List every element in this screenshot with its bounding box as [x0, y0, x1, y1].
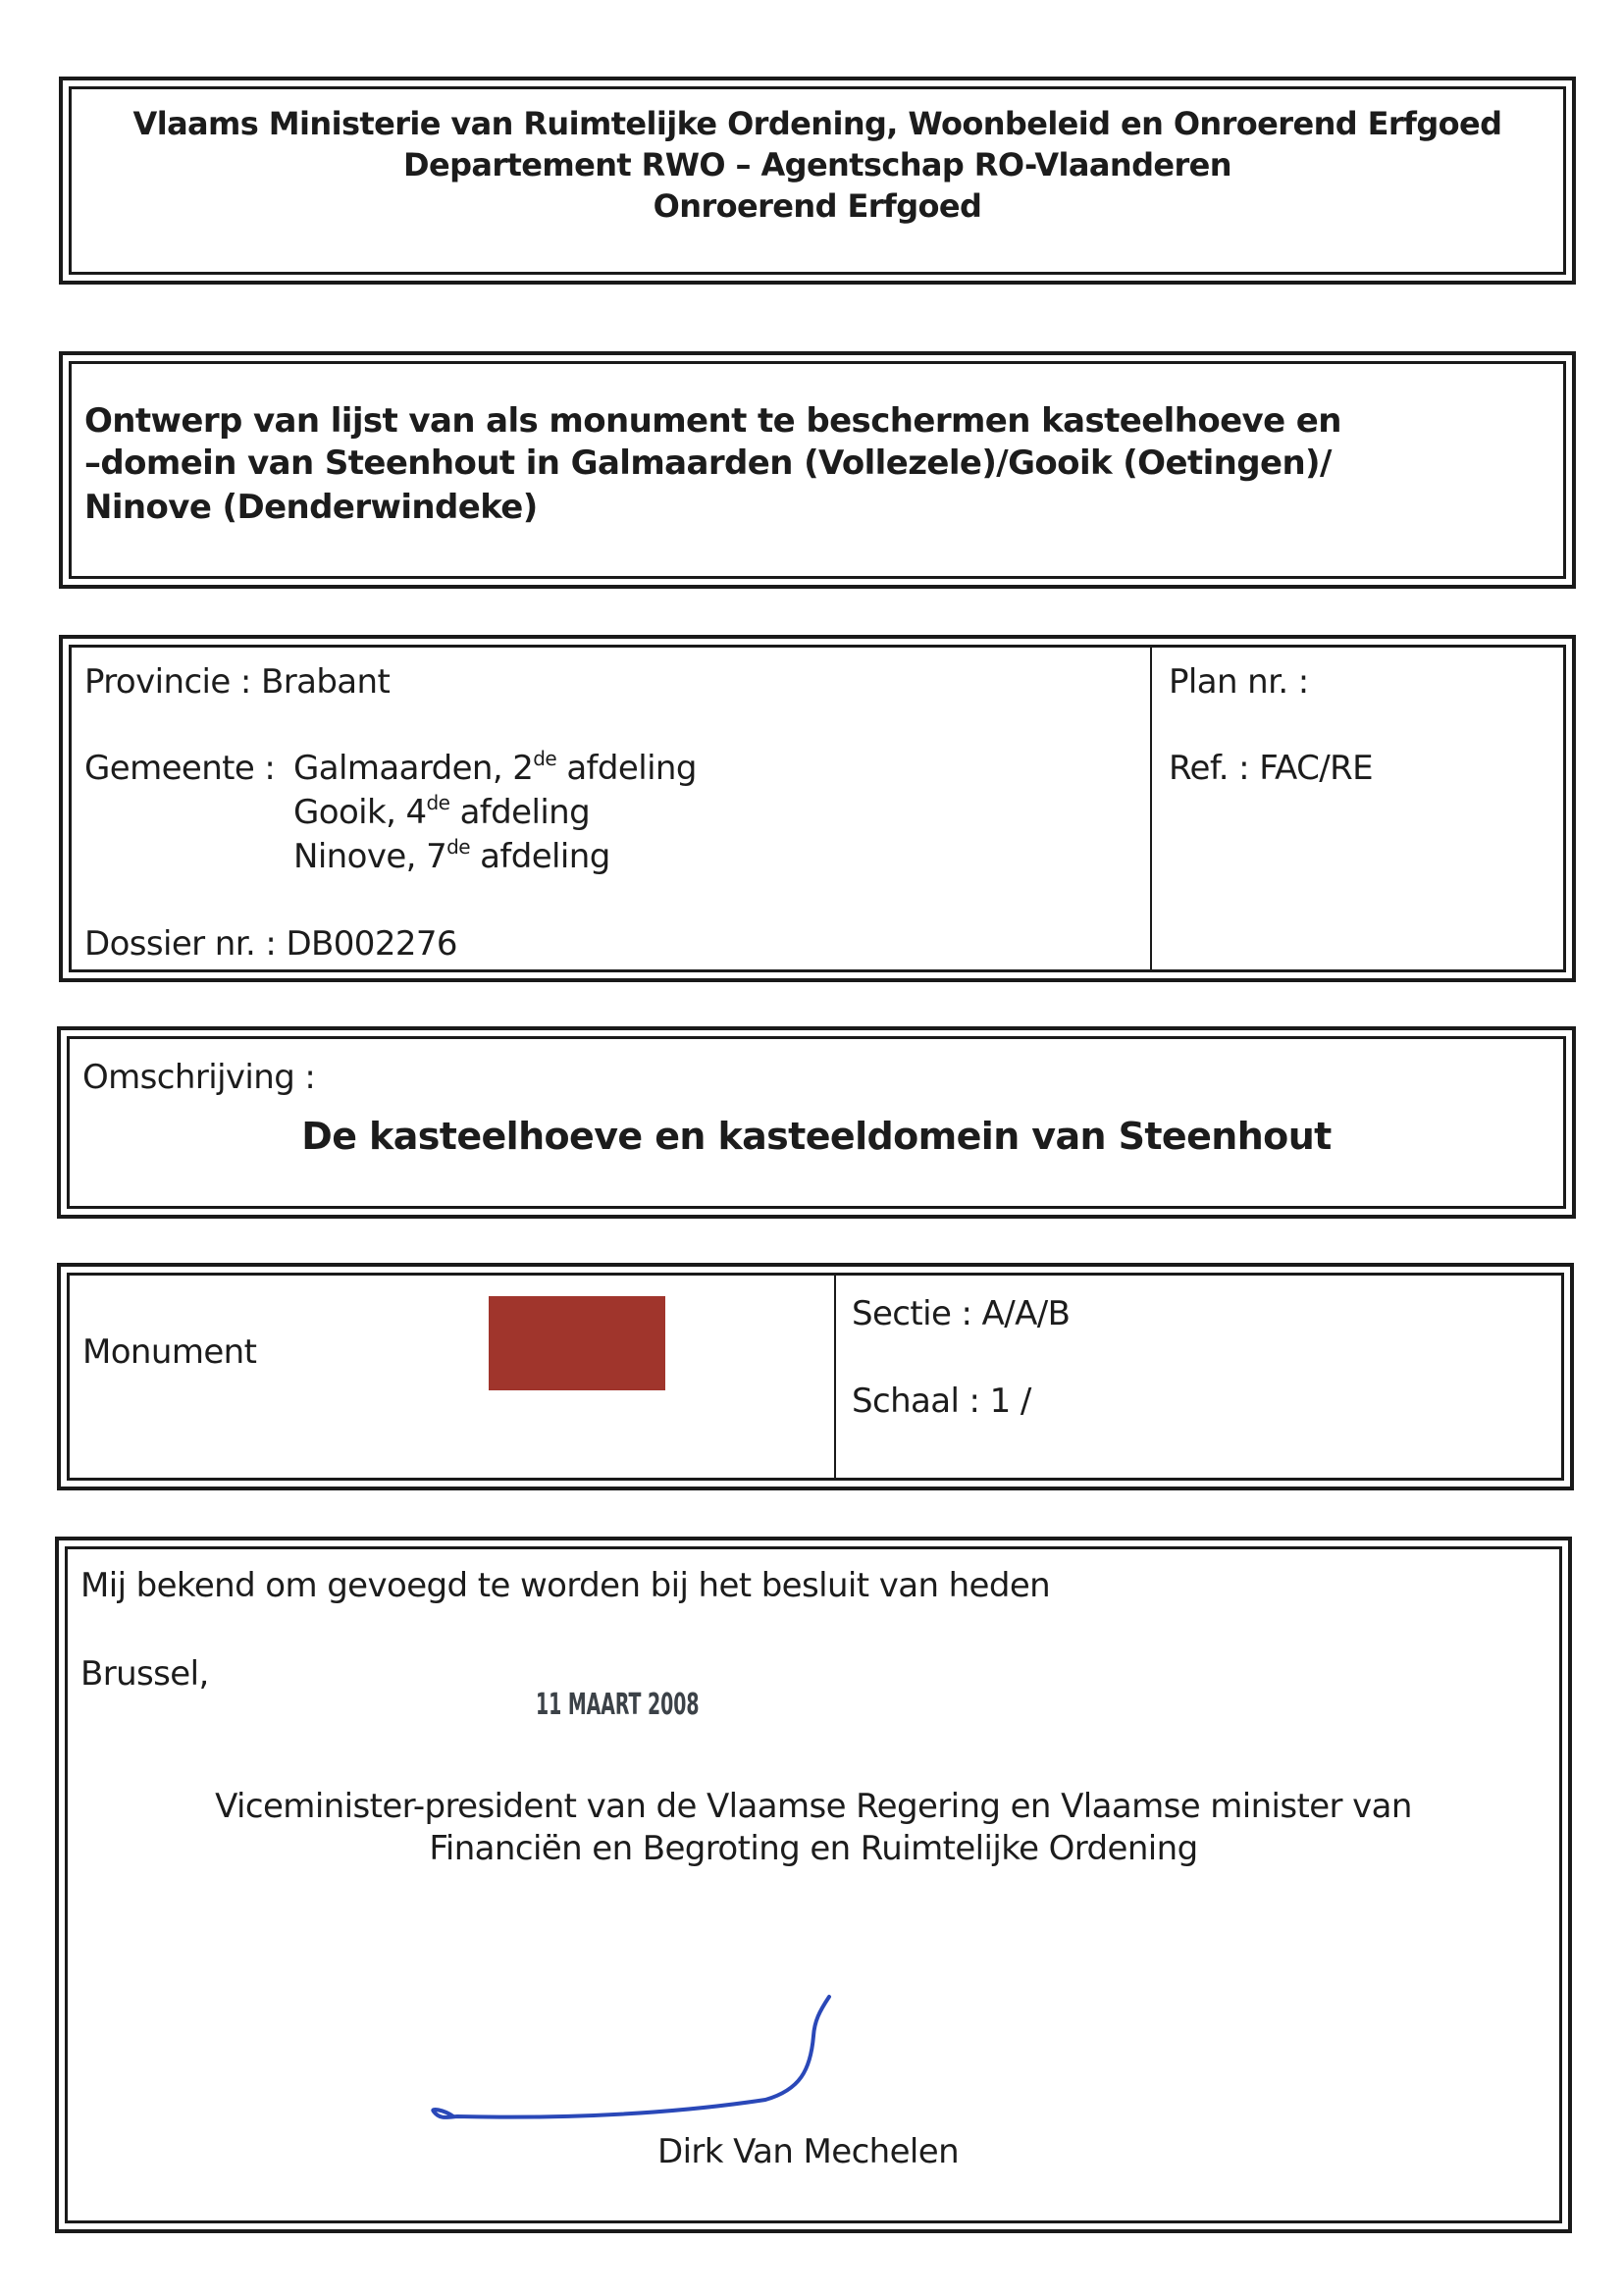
dossier-number: Dossier nr. : DB002276	[84, 924, 457, 964]
minister-role-line-2: Financiën en Begroting en Ruimtelijke Ordening	[429, 1829, 1198, 1868]
schaal: Schaal : 1 /	[852, 1382, 1031, 1421]
document-title-line-1: Ontwerp van lijst van als monument te beschermen kasteelhoeve en	[84, 401, 1341, 441]
gemeente-1: Galmaarden, 2de afdeling	[293, 747, 697, 788]
signature-stroke	[433, 1997, 829, 2117]
reference: Ref. : FAC/RE	[1169, 749, 1373, 788]
description-text: De kasteelhoeve en kasteeldomein van Steenhout	[301, 1115, 1332, 1158]
ministry-name: Vlaams Ministerie van Ruimtelijke Ordening, Woonbeleid en Onroerend Erfgoed	[132, 105, 1502, 142]
gemeente-label: Gemeente :	[84, 749, 276, 788]
approval-statement: Mij bekend om gevoegd te worden bij het besluit van heden	[80, 1566, 1051, 1605]
sectie: Sectie : A/A/B	[852, 1294, 1071, 1333]
minister-role-line-1: Viceminister-president van de Vlaamse Regering en Vlaamse minister van	[215, 1787, 1412, 1826]
plan-number: Plan nr. :	[1169, 662, 1309, 702]
provincie: Provincie : Brabant	[84, 662, 391, 702]
department-name: Departement RWO – Agentschap RO-Vlaanderen	[403, 146, 1231, 183]
document-title-line-3: Ninove (Denderwindeke)	[84, 488, 538, 527]
legend-label-monument: Monument	[82, 1332, 257, 1372]
agency-name: Onroerend Erfgoed	[653, 187, 982, 225]
document-title-line-2: –domein van Steenhout in Galmaarden (Vollezele)/Gooik (Oetingen)/	[84, 444, 1332, 483]
description-label: Omschrijving :	[82, 1058, 316, 1097]
signatory-name: Dirk Van Mechelen	[657, 2132, 960, 2171]
gemeente-3: Ninove, 7de afdeling	[293, 835, 610, 876]
gemeente-2: Gooik, 4de afdeling	[293, 791, 591, 832]
place: Brussel,	[80, 1654, 209, 1694]
date-stamp: 11 MAART 2008	[536, 1688, 700, 1722]
